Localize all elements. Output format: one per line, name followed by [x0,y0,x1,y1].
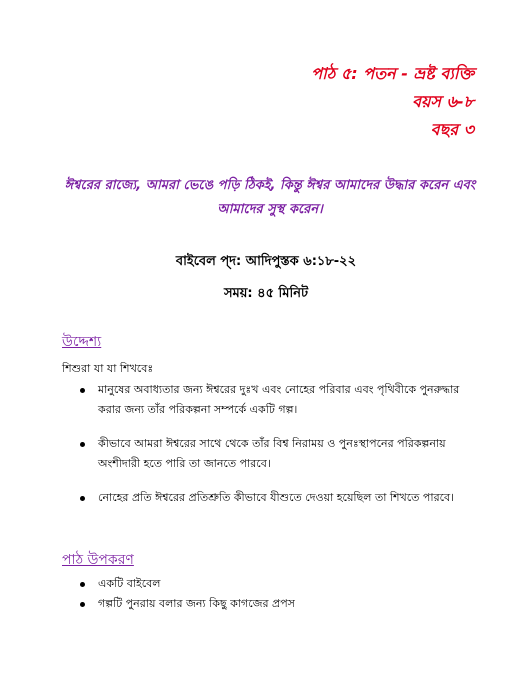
objectives-intro: শিশুরা যা যা শিখবেঃ [62,362,154,375]
objective-item: কীভাবে আমরা ঈশ্বরের সাথে থেকে তাঁর বিশ্ব নিরাময় ও পুনঃস্থাপনের পরিকল্পনায় অংশীদারী হতে পারি তা জানতে পারবে। [70,434,470,474]
lesson-duration: সময়: ৪৫ মিনিট [223,286,309,301]
objective-item: নোহের প্রতি ঈশ্বরের প্রতিশ্রুতি কীভাবে যীশুতে দেওয়া হয়েছিল তা শিখতে পারবে। [70,488,470,508]
age-range: বয়স ৬-৮ [412,92,474,111]
lesson-header [311,60,474,144]
lesson-theme: ঈশ্বরের রাজ্যে, আমরা ভেঙে পড়ি ঠিকই, কিন্তু ঈশ্বর আমাদের উদ্ধার করেন এবং আমাদের সুস্থ করেন। [64,178,476,217]
objectives-list [70,380,470,522]
objectives-heading: উদ্দেশ্য [62,334,102,350]
materials-heading: পাঠ উপকরণ [62,552,134,568]
material-item: একটি বাইবেল [70,574,470,594]
material-item: গল্পটি পুনরায় বলার জন্য কিছু কাগজের প্রপস [70,594,470,614]
materials-list [70,574,470,614]
year-level: বছর ৩ [430,120,474,139]
lesson-title: পাঠ ৫: পতন - ভ্রষ্ট ব্যক্তি [311,64,474,83]
objective-item: মানুষের অবাধ্যতার জন্য ঈশ্বরের দুঃখ এবং নোহের পরিবার এবং পৃথিবীকে পুনরুদ্ধার করার জন্য তাঁর পরিকল্পনা সম্পর্কে একটি গল্প। [70,380,470,420]
bible-passage: বাইবেল প্দ: আদিপুস্তক ৬:১৮-২২ [175,254,357,269]
